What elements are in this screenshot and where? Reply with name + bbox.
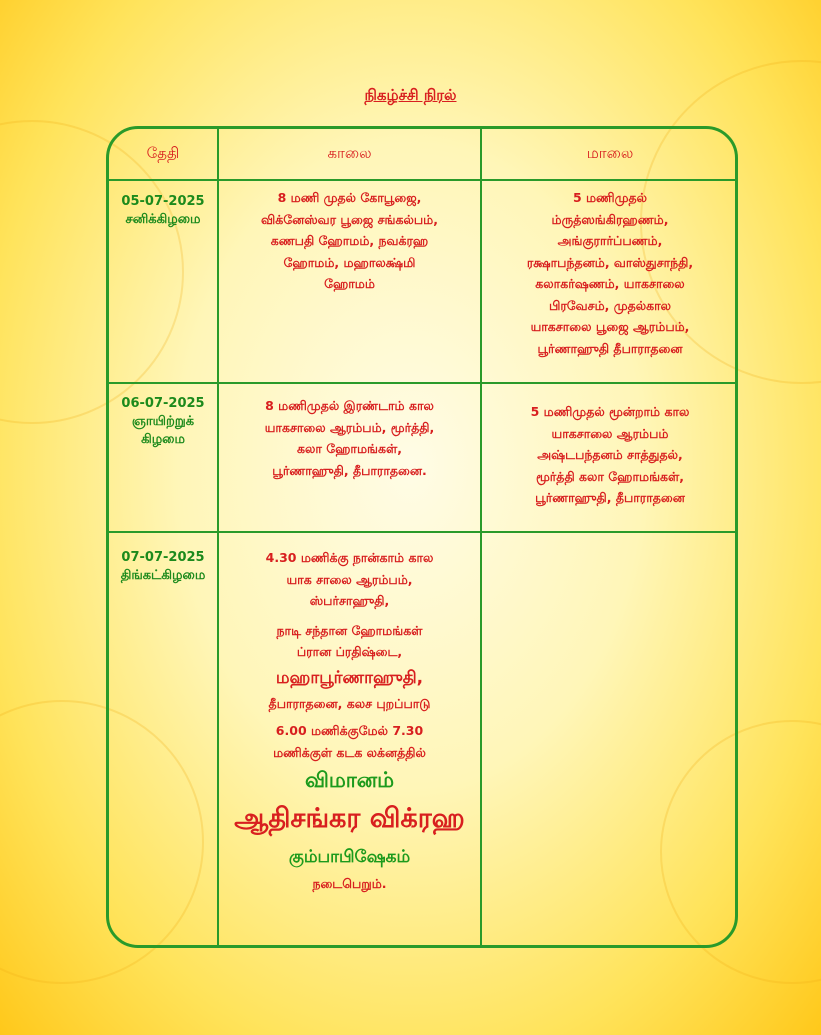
- kumbabishekam-text: கும்பாபிஷேகம்: [288, 847, 411, 867]
- row-2-day: ஞாயிற்றுக்: [131, 414, 195, 429]
- header-evening: மாலை: [586, 144, 634, 162]
- row-1-evening: 5 மணிமுதல் ம்ருத்ஸங்கிரஹணம், அங்குரார்ப்பணம், ரக்ஷாபந்தனம், வாஸ்துசாந்தி, கலாகர்ஷணம், யாகசாலை பிரவேசம், முதல்கால யாகசாலை பூஜை ஆரம்பம், பூர்ணாஹுதி தீபாராதனை: [526, 190, 694, 356]
- row-2-date: 06-07-2025: [121, 396, 205, 411]
- row-1-day: சனிக்கிழமை: [125, 212, 201, 227]
- row-1-date-cell: [109, 193, 217, 229]
- vimanam-text: விமானம்: [304, 768, 395, 792]
- row-3-date: 07-07-2025: [121, 550, 205, 565]
- closing-text: நடைபெறும்.: [312, 876, 387, 891]
- deity-text: ஆதிசங்கர விக்ரஹ: [234, 803, 465, 834]
- row-2-morning: 8 மணிமுதல் இரண்டாம் கால யாகசாலை ஆரம்பம், மூர்த்தி, கலா ஹோமங்கள், பூர்ணாஹுதி, தீபாராதனை.: [264, 398, 435, 478]
- header-morning: காலை: [327, 144, 372, 162]
- page-title: நிகழ்ச்சி நிரல்: [364, 86, 457, 104]
- row-2-date-cell: [109, 395, 217, 449]
- row-1-morning: 8 மணி முதல் கோபூஜை, விக்னேஸ்வர பூஜை சங்கல்பம், கணபதி ஹோமம், நவக்ரஹ ஹோமம், மஹாலக்ஷ்மி ஹோமம்: [261, 190, 438, 291]
- row-3-day: திங்கட்கிழமை: [120, 568, 206, 583]
- row-3-morning: 4.30 மணிக்கு நான்காம் கால யாக சாலை ஆரம்பம், ஸ்பர்சாஹுதி, நாடி சந்தான ஹோமங்கள் ப்ரான ப்ரதிஷ்டை, மஹாபூர்ணாஹுதி, தீபாராதனை, கலச புறப்பாடு 6.00 மணிக்குமேல் 7.30 மணிக்குள் கடக லக்னத்தில் விமானம் ஆதிசங்கர விக்ரஹ கும்பாபிஷேகம் நடைபெறும்.: [219, 547, 480, 895]
- header-date: தேதி: [146, 144, 180, 162]
- row-1-date: 05-07-2025: [121, 194, 205, 209]
- row-2-day-cont: கிழமை: [141, 432, 185, 447]
- mahapurnahuti-text: மஹாபூர்ணாஹுதி,: [275, 667, 424, 688]
- row-2-evening: 5 மணிமுதல் மூன்றாம் கால யாகசாலை ஆரம்பம் அஷ்டபந்தனம் சாத்துதல், மூர்த்தி கலா ஹோமங்கள், பூர்ணாஹுதி, தீபாராதனை: [530, 404, 690, 505]
- row-3-date-cell: [109, 549, 217, 585]
- schedule-table: [106, 126, 738, 948]
